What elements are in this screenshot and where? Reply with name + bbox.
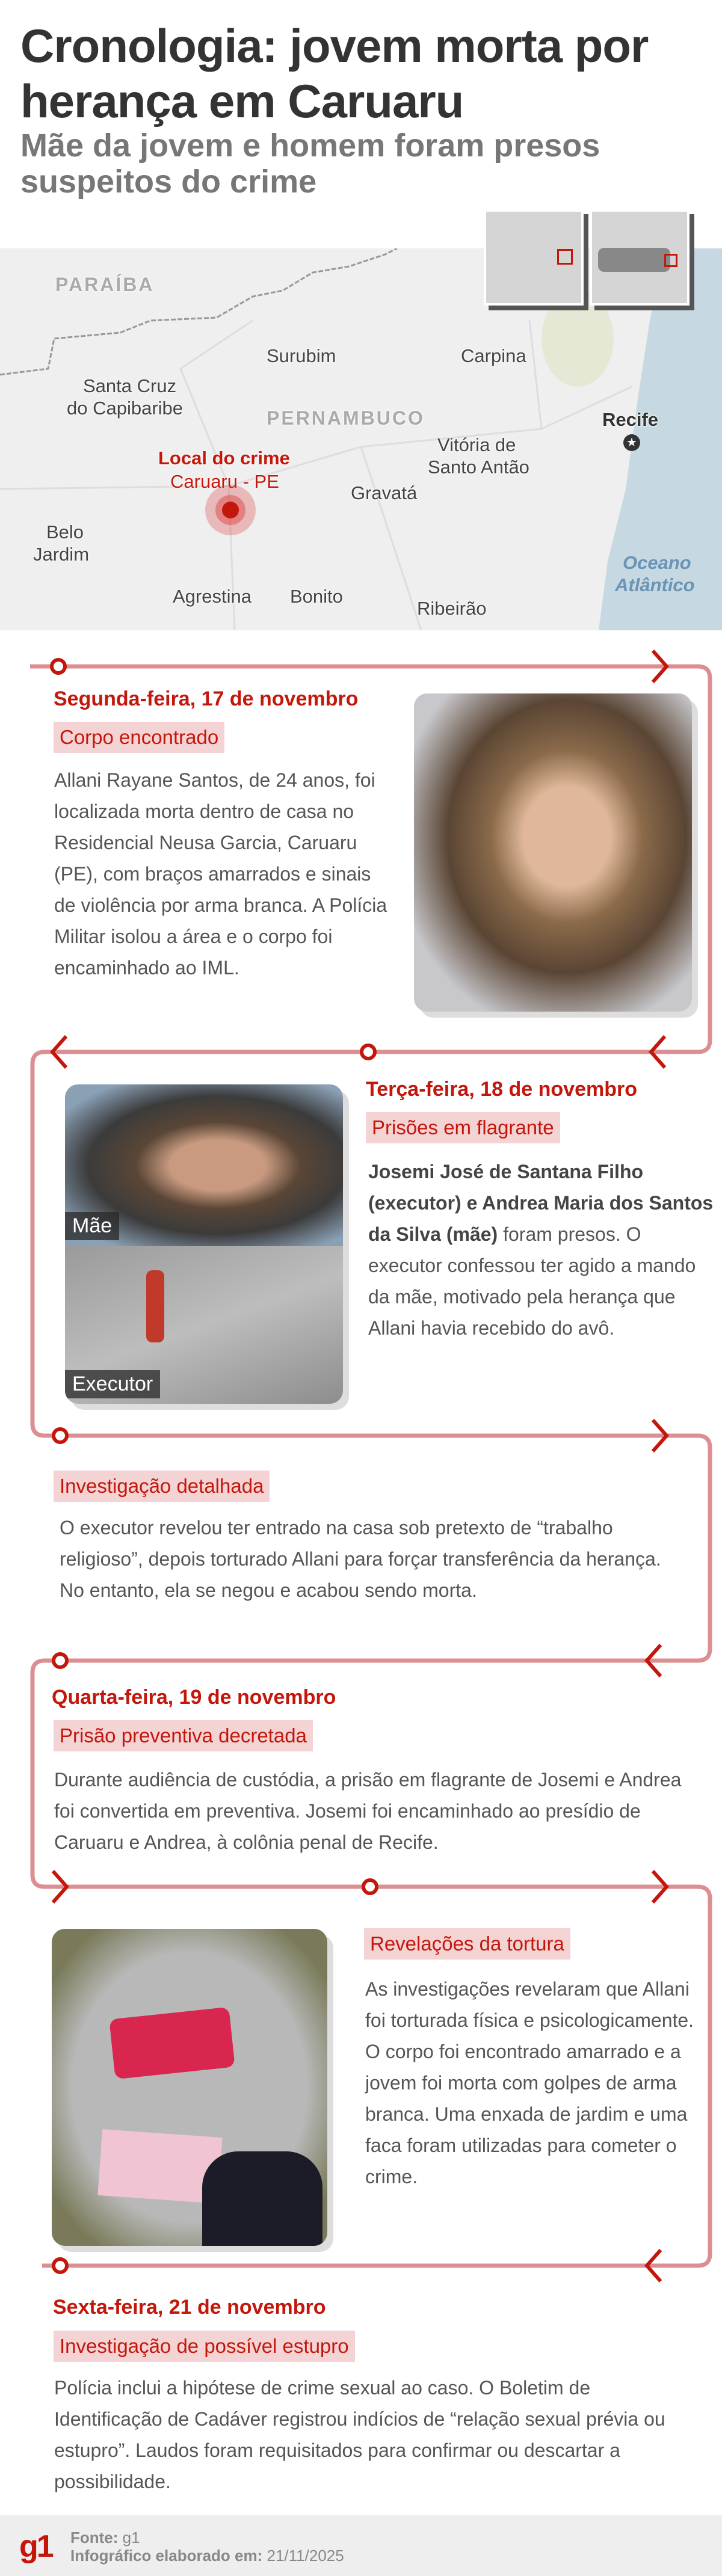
map-label-vitoria: Vitória de (437, 434, 516, 455)
map-label-ribeirao: Ribeirão (417, 598, 487, 619)
map-label-santa-cruz-2: do Capibaribe (67, 398, 184, 419)
event-date: Terça-feira, 18 de novembro (366, 1078, 637, 1101)
event-tag: Revelações da tortura (364, 1928, 570, 1960)
map-label-santa-cruz: Santa Cruz (83, 375, 177, 396)
map-label-crime-location: Local do crime (158, 447, 290, 469)
map-label-surubim: Surubim (267, 345, 336, 366)
map-label-caruaru: Caruaru - PE (170, 471, 279, 492)
map-label-ocean-2: Atlântico (615, 574, 695, 595)
event-text: Polícia inclui a hipótese de crime sexual ao caso. O Boletim de Identificação de Cadáver registrou indícios de “relação sexual prévia ou estupro”. Laudos foram requisitados para confirmar ou descartar a possibilidade. (54, 2377, 665, 2492)
map-label-belo-jardim: Belo (46, 521, 84, 543)
event-text (368, 1156, 717, 1344)
g1-logo: g1 (19, 2529, 52, 2564)
event-text: As investigações revelaram que Allani foi torturada física e psicologicamente. O corpo foi encontrado amarrado e a jovem foi morta com golpes de arma branca. Uma enxada de jardim e uma faca foram utilizadas para cometer o crime. (365, 1978, 694, 2187)
footer-source: Fonte: g1 (70, 2528, 140, 2547)
map-label-gravata: Gravatá (351, 482, 418, 503)
page-title: Cronologia: jovem morta por herança em Caruaru (20, 19, 649, 128)
suspects-photo (65, 1084, 343, 1404)
map-label-belo-jardim-2: Jardim (33, 544, 90, 565)
event-text: O executor revelou ter entrado na casa sob pretexto de “trabalho religioso”, depois torturado Allani para forçar transferência da herança. No entanto, ela se negou e acabou sendo morta. (60, 1517, 661, 1601)
event-text-rest: foram presos. O executor confessou ter agido a mando da mãe, motivado pela herança que Allani havia recebido do avô. (368, 1223, 696, 1339)
photo-caption-executor: Executor (65, 1370, 160, 1398)
event-date: Sexta-feira, 21 de novembro (53, 2296, 326, 2319)
map-label-paraiba: PARAÍBA (55, 274, 155, 295)
event-text-bold: Josemi José de Santana Filho (executor) e Andrea Maria dos Santos da Silva (mãe) (368, 1161, 714, 1245)
map-label-ocean: Oceano (623, 552, 691, 573)
event-tag: Prisão preventiva decretada (54, 1720, 313, 1751)
map-label-pernambuco: PERNAMBUCO (267, 407, 425, 429)
map-label-vitoria-2: Santo Antão (428, 456, 529, 478)
event-tag: Investigação de possível estupro (54, 2331, 355, 2362)
event-tag: Corpo encontrado (54, 722, 224, 753)
map-label-carpina: Carpina (461, 345, 526, 366)
evidence-photo (52, 1929, 327, 2246)
event-date: Quarta-feira, 19 de novembro (52, 1686, 336, 1709)
event-tag: Investigação detalhada (54, 1471, 270, 1502)
footer-date: Infográfico elaborado em: 21/11/2025 (70, 2547, 344, 2565)
map-label-agrestina: Agrestina (173, 586, 251, 607)
page-subtitle: Mãe da jovem e homem foram presos suspeitos do crime (20, 128, 600, 200)
event-date: Segunda-feira, 17 de novembro (54, 687, 359, 710)
map-label-bonito: Bonito (290, 586, 343, 607)
victim-photo (414, 693, 692, 1012)
footer (0, 2515, 722, 2576)
event-text: Allani Rayane Santos, de 24 anos, foi localizada morta dentro de casa no Residencial Neusa Garcia, Caruaru (PE), com braços amarrados e sinais de violência por arma branca. A Polícia Militar isolou a área e o corpo foi encaminhado ao IML. (54, 769, 387, 979)
capital-star-icon: ★ (623, 434, 640, 451)
photo-caption-mother: Mãe (65, 1212, 119, 1240)
map-label-recife: Recife (602, 409, 659, 430)
event-text: Durante audiência de custódia, a prisão em flagrante de Josemi e Andrea foi convertida em preventiva. Josemi foi encaminhado ao presídio de Caruaru e Andrea, à colônia penal de Recife. (54, 1769, 682, 1853)
event-tag: Prisões em flagrante (366, 1112, 560, 1143)
